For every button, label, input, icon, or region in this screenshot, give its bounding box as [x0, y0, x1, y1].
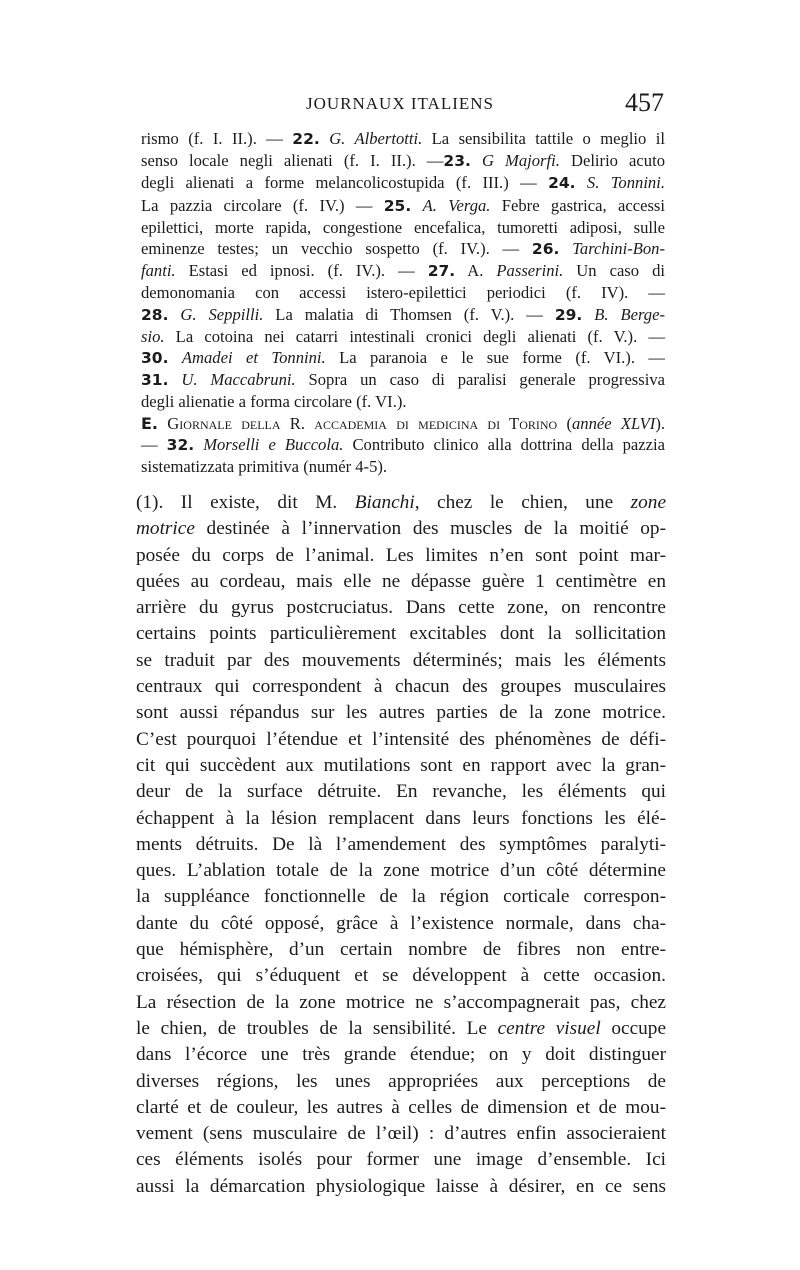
italic-text: Amadei et Tonnini.: [181, 348, 326, 368]
body-line: ments détruits. De là l’amendement des symptômes paralyti-: [136, 833, 666, 855]
entry-number: 26.: [531, 240, 560, 259]
body-line: échappent à la lésion remplacent dans leurs fonctions les élé-: [136, 807, 666, 829]
body-line: le chien, de troubles de la sensibilité. Le centre visuel occupe: [136, 1017, 666, 1039]
body-line: cit qui succèdent aux mutilations sont en rapport avec la gran-: [136, 754, 666, 776]
notes-line: 31. U. Maccabruni. Sopra un caso di paralisi generale progressiva: [141, 370, 665, 390]
body-line: arrière du gyrus postcruciatus. Dans cette zone, on rencontre: [136, 597, 666, 619]
body-line: croisées, qui s’éduquent et se développent à cette occasion.: [136, 965, 666, 987]
body-line: quées au cordeau, mais elle ne dépasse guère 1 centimètre en: [136, 570, 666, 592]
body-line: La résection de la zone motrice ne s’accompagnerait pas, chez: [136, 991, 666, 1013]
notes-line: senso locale negli alienati (f. I. II.). —23. G Majorfi. Delirio acuto: [141, 151, 665, 171]
running-title: JOURNAUX ITALIENS: [306, 94, 494, 113]
body-line: diverses régions, les unes appropriées aux perceptions de: [136, 1070, 666, 1092]
notes-line: La pazzia circolare (f. IV.) — 25. A. Verga. Febre gastrica, accessi: [141, 195, 665, 215]
journal-title: Giornale della R. accademia di medicina di Torino: [167, 413, 558, 433]
italic-text: centre visuel: [497, 1017, 601, 1039]
italic-text: année XLVI: [572, 413, 656, 433]
entry-number: 30.: [141, 349, 169, 368]
notes-line: fanti. Estasi ed ipnosi. (f. IV.). — 27. A. Passerini. Un caso di: [141, 261, 665, 281]
entry-number: 23.: [443, 152, 471, 171]
body-line: ces éléments isolés pour former une image d’ensemble. Ici: [136, 1149, 666, 1171]
section-letter: E.: [141, 413, 159, 433]
notes-line: eminenze testes; un vecchio sospetto (f. IV.). — 26. Tarchini-Bon-: [141, 239, 665, 259]
body-line: centraux qui correspondent à chacun des groupes musculaires: [136, 676, 666, 698]
italic-text: zone: [630, 492, 666, 513]
body-line: motrice destinée à l’innervation des muscles de la moitié op-: [136, 518, 666, 540]
body-line: vement (sens musculaire de l’œil) : d’autres enfin associeraient: [136, 1123, 666, 1145]
body-line: posée du corps de l’animal. Les limites n’en sont point mar-: [136, 544, 666, 566]
body-line: que hémisphère, d’un certain nombre de fibres non entre-: [136, 939, 666, 961]
body-line: (1). Il existe, dit M. Bianchi, chez le chien, une zone: [136, 492, 666, 513]
entry-number: 28.: [141, 305, 169, 324]
page-header: [136, 88, 664, 124]
italic-text: G. Seppilli.: [180, 304, 264, 324]
notes-line: degli alienatie a forma circolare (f. VI.).: [141, 392, 407, 412]
italic-text: S. Tonnini.: [586, 173, 665, 193]
italic-text: sio.: [141, 326, 165, 346]
entry-number: 29.: [554, 305, 583, 324]
notes-line: rismo (f. I. II.). — 22. G. Albertotti. La sensibilita tattile o meglio il: [141, 129, 665, 148]
page-number: 457: [625, 88, 664, 117]
body-line: C’est pourquoi l’étendue et l’intensité des phénomènes de défi-: [136, 728, 666, 750]
notes-line: E. Giornale della R. accademia di medicina di Torino (année XLVI).: [141, 413, 665, 433]
italic-text: Passerini.: [496, 261, 564, 281]
notes-line: 28. G. Seppilli. La malatia di Thomsen (f. V.). — 29. B. Berge-: [141, 304, 665, 324]
notes-line: degli alienati a forme melancolicostupida (f. III.) — 24. S. Tonnini.: [141, 173, 665, 193]
italic-text: Bianchi: [354, 492, 415, 513]
body-line: sont aussi répandus sur les autres parties de la zone motrice.: [136, 702, 666, 724]
entry-number: 22.: [292, 130, 320, 148]
italic-text: A. Verga.: [422, 195, 491, 215]
notes-line: demonomania con accessi istero-epilettici periodici (f. IV). —: [141, 283, 665, 303]
bibliography-notes: [141, 128, 665, 477]
entry-number: 25.: [383, 196, 412, 215]
body-line: se traduit par des mouvements déterminés; mais les éléments: [136, 649, 666, 671]
notes-line: sistematizzata primitiva (numér 4-5).: [141, 457, 388, 477]
italic-text: Tarchini-Bon-: [572, 239, 665, 259]
italic-text: U. Maccabruni.: [181, 370, 296, 390]
entry-number: 24.: [548, 174, 576, 193]
body-line: certains points particulièrement excitables dont la sollicitation: [136, 623, 666, 645]
body-line: deur de la surface détruite. En revanche, les éléments qui: [136, 781, 666, 803]
body-line: dans l’écorce une très grande étendue; on y doit distinguer: [136, 1044, 666, 1066]
entry-number: 27.: [427, 262, 456, 281]
entry-number: 32.: [166, 435, 195, 454]
italic-text: motrice: [136, 518, 195, 540]
italic-text: Morselli e Buccola.: [203, 434, 344, 454]
footnote-body: [136, 490, 666, 1200]
notes-line: 30. Amadei et Tonnini. La paranoia e le sue forme (f. VI.). —: [141, 348, 665, 368]
notes-line: — 32. Morselli e Buccola. Contributo clinico alla dottrina della pazzia: [141, 434, 665, 454]
italic-text: G Majorfi.: [481, 151, 560, 171]
italic-text: G. Albertotti.: [329, 129, 423, 148]
italic-text: B. Berge-: [594, 304, 665, 324]
body-line: aussi la démarcation physiologique laisse à désirer, en ce sens: [136, 1175, 666, 1197]
body-line: la suppléance fonctionnelle de la région corticale correspon-: [136, 886, 666, 908]
notes-line: sio. La cotoina nei catarri intestinali cronici degli alienati (f. V.). —: [141, 326, 665, 346]
notes-line: epilettici, morte rapida, congestione encefalica, tumoretti adiposi, sulle: [141, 217, 665, 237]
body-line: ques. L’ablation totale de la zone motrice d’un côté détermine: [136, 860, 666, 882]
body-line: dante du côté opposé, grâce à l’existence normale, dans cha-: [136, 912, 666, 934]
italic-text: fanti.: [141, 261, 176, 281]
body-line: clarté et de couleur, les autres à celles de dimension et de mou-: [136, 1096, 666, 1118]
entry-number: 31.: [141, 371, 169, 390]
